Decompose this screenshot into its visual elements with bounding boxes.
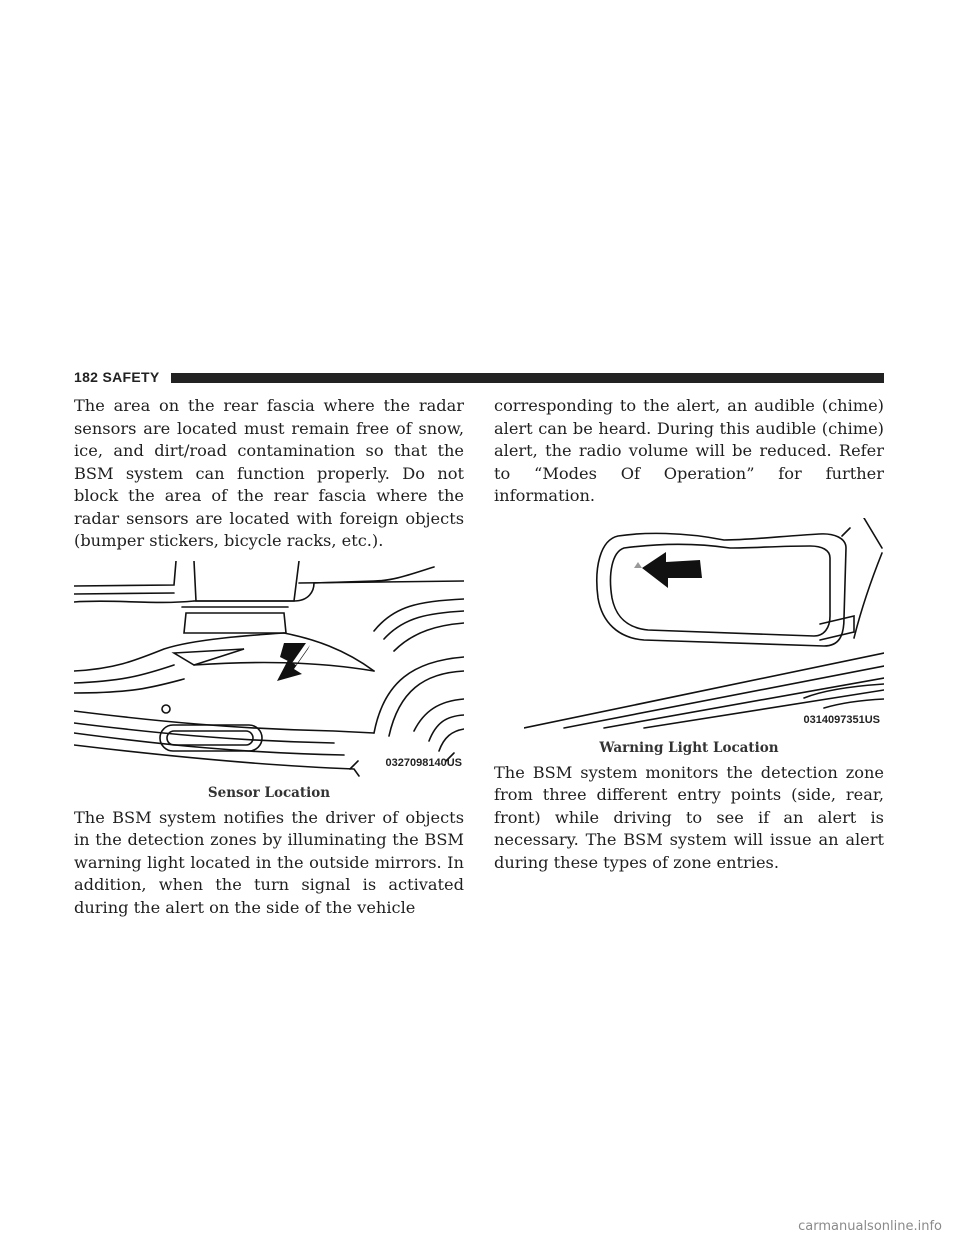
sensor-location-figure <box>74 561 464 801</box>
sensor-arrow-icon <box>277 643 310 681</box>
figure-code: 0327098140US <box>385 756 462 769</box>
rear-fascia-illustration <box>74 561 464 781</box>
figure-caption: Sensor Location <box>207 784 331 801</box>
left-column <box>74 395 464 919</box>
figure-code: 0314097351US <box>803 713 880 726</box>
bsm-warning-symbol-icon <box>634 562 642 568</box>
warning-light-arrow-icon <box>642 552 702 588</box>
right-paragraph-2: The BSM system monitors the detection zone from three different entry points (side, rear, front) while driving to see if an alert is necessary. The BSM system will issue an alert during these types of zone entries. <box>494 762 884 872</box>
left-paragraph-1: The area on the rear fascia where the radar sensors are located must remain free of snow, ice, and dirt/road contamination so that the BSM system can function properly. Do not block the area of the rear fascia where the radar sensors are located with foreign objects (bumper stickers, bicycle racks, etc.). <box>74 396 464 550</box>
left-paragraph-2: The BSM system notifies the driver of objects in the detection zones by illuminating the BSM warning light located in the outside mirrors. In addition, when the turn signal is activated during the alert on the side of the vehicle <box>74 807 464 917</box>
figure-caption: Warning Light Location <box>599 739 779 756</box>
warning-light-figure <box>524 518 884 756</box>
header-rule <box>171 373 884 383</box>
right-paragraph-1: corresponding to the alert, an audible (chime) alert can be heard. During this audible (chime) alert, the radio volume will be reduced. Refer to “Modes Of Operation” for further information. <box>494 396 884 505</box>
watermark: carmanualsonline.info <box>798 1219 942 1234</box>
right-column <box>494 395 884 874</box>
side-mirror-illustration <box>524 518 884 738</box>
page-number-section: 182 SAFETY <box>74 369 160 385</box>
page-header <box>74 369 884 391</box>
